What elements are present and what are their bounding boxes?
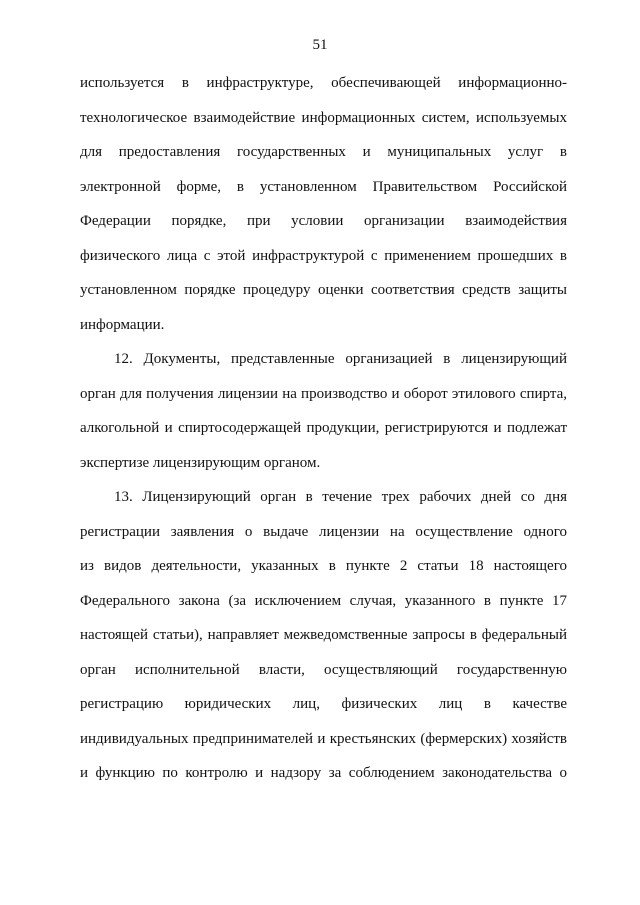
text-line: экспертизе лицензирующим органом. [80,454,321,471]
text-line: орган исполнительной власти, осуществляющий государственную [80,661,567,678]
document-body [80,66,567,791]
paragraph-12 [80,342,567,480]
text-line: 12. Документы, представленные организацией в лицензирующий [114,351,567,367]
text-line: информации. [80,316,165,333]
text-line: для предоставления государственных и муниципальных услуг в [80,144,567,160]
text-line: настоящей статьи), направляет межведомственные запросы в федеральный [80,627,567,643]
text-line: и функцию по контролю и надзору за соблюдением законодательства о [80,765,567,781]
text-line: регистрации заявления о выдаче лицензии на осуществление одного [80,523,567,540]
paragraph-continuation [80,66,567,342]
text-line: физического лица с этой инфраструктурой с применением прошедших в [80,247,567,264]
text-line: индивидуальных предпринимателей и крестьянских (фермерских) хозяйств [80,730,567,747]
text-line: из видов деятельности, указанных в пункте 2 статьи 18 настоящего [80,558,567,574]
text-line: регистрацию юридических лиц, физических лиц в качестве [80,696,567,712]
text-line: используется в инфраструктуре, обеспечивающей информационно- [80,75,567,91]
text-line: Федерации порядке, при условии организации взаимодействия [80,213,567,229]
paragraph-13 [80,480,567,791]
text-line: технологическое взаимодействие информационных систем, используемых [80,109,567,126]
text-line: электронной форме, в установленном Правительством Российской [80,178,567,195]
text-line: 13. Лицензирующий орган в течение трех рабочих дней со дня [114,489,567,505]
text-line: Федерального закона (за исключением случая, указанного в пункте 17 [80,592,567,609]
text-line: установленном порядке процедуру оценки соответствия средств защиты [80,282,567,298]
text-line: орган для получения лицензии на производство и оборот этилового спирта, [80,385,567,402]
text-line: алкогольной и спиртосодержащей продукции, регистрируются и подлежат [80,420,567,436]
page-number: 51 [312,37,328,53]
